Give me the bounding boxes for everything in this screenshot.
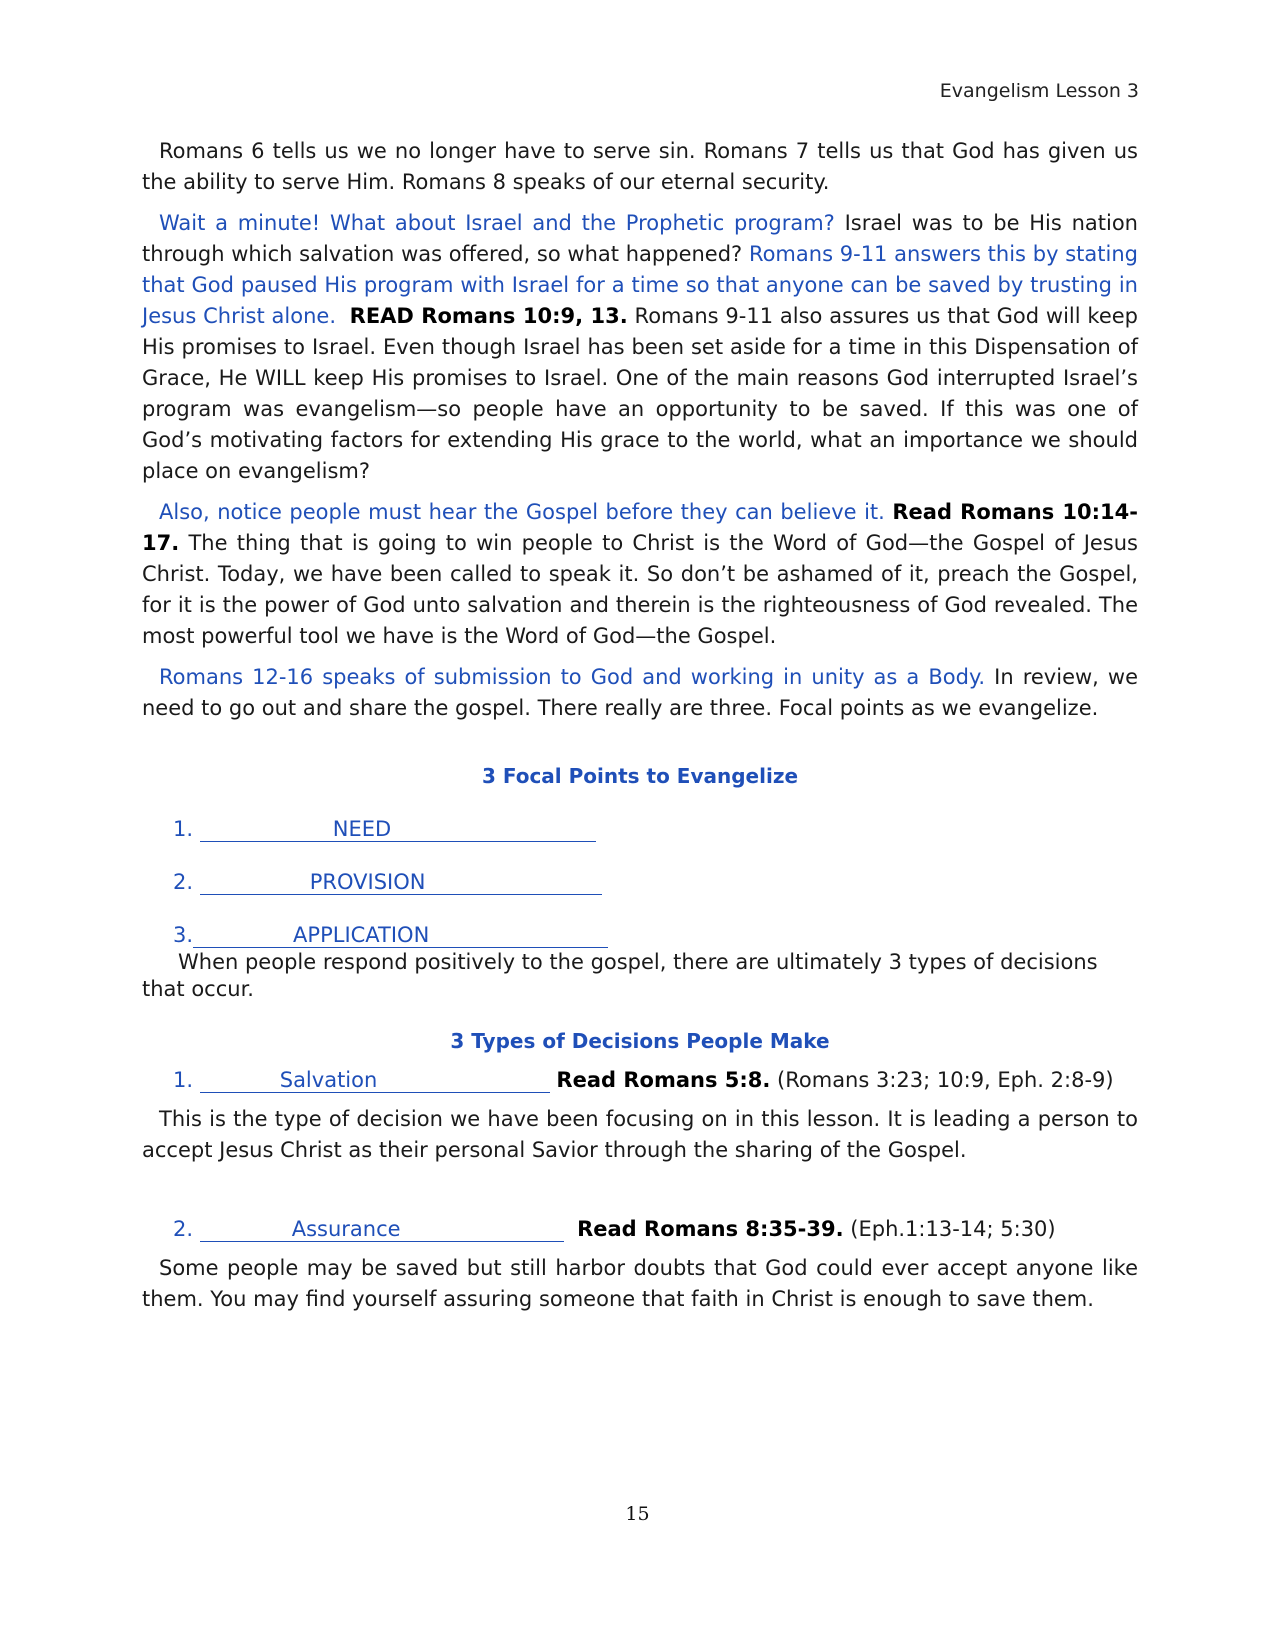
- decisions-heading: 3 Types of Decisions People Make: [450, 1029, 830, 1053]
- answer-text: APPLICATION: [293, 923, 430, 947]
- answer-text: Assurance: [291, 1217, 401, 1241]
- body-text: Romans 9-11 also assures us that God will keep His promises to Israel. Even though Israel has been set aside for a time in this Dispensation of Grace, He WILL keep His promises to Israel. One of the main reasons God interrupted Israel’s program was evangelism—so people have an opportunity to be saved. If this was one of God’s motivating factors for extending His grace to the world, what an importance we should place on evangelism?: [142, 304, 1138, 483]
- blue-text: Also, notice people must hear the Gospel before they can believe it.: [159, 500, 885, 524]
- lesson-body: [142, 136, 1138, 1315]
- cross-references: (Romans 3:23; 10:9, Eph. 2:8-9): [777, 1068, 1114, 1092]
- scripture-reference: Read Romans 8:35-39.: [577, 1217, 844, 1241]
- fill-blank-answer: [200, 870, 602, 895]
- page-header-title: Evangelism Lesson 3: [939, 80, 1139, 102]
- focal-point-item: [142, 868, 1138, 896]
- blue-text: Romans 12-16 speaks of submission to God and working in unity as a Body.: [159, 665, 986, 689]
- paragraph-assurance-desc: Some people may be saved but still harbor doubts that God could ever accept anyone like them. You may find yourself assuring someone that faith in Christ is enough to save them.: [142, 1256, 1138, 1311]
- blue-text: Romans 9-11 answers this by stating that God paused His program with Israel for a time so that anyone can be saved by trusting in Jesus Christ alone.: [142, 242, 1138, 328]
- blue-text: Wait a minute! What about Israel and the Prophetic program?: [159, 211, 835, 235]
- fill-blank-answer: [193, 923, 608, 948]
- fill-blank-answer: [200, 1217, 564, 1242]
- item-number: 3.: [173, 923, 194, 947]
- answer-text: PROVISION: [309, 870, 426, 894]
- fill-blank-answer: [200, 817, 596, 842]
- decision-item: [142, 1215, 1138, 1243]
- paragraph-israel: [142, 208, 1138, 487]
- paragraph-hear-gospel: [142, 497, 1138, 652]
- cross-references: (Eph.1:13-14; 5:30): [850, 1217, 1056, 1241]
- answer-text: NEED: [332, 817, 392, 841]
- paragraph-romans-6-8: Romans 6 tells us we no longer have to serve sin. Romans 7 tells us that God has given us the ability to serve Him. Romans 8 speaks of our eternal security.: [142, 139, 1138, 194]
- paragraph-decisions-intro: When people respond positively to the gospel, there are ultimately 3 types of decisions that occur.: [142, 950, 1098, 1001]
- body-text: In review, we need to go out and share the gospel. There really are three. Focal points as we evangelize.: [142, 665, 1138, 720]
- scripture-reference: Read Romans 5:8.: [556, 1068, 771, 1092]
- item-number: 1.: [173, 817, 194, 841]
- item-number: 2.: [173, 1217, 194, 1241]
- decision-item: [142, 1066, 1138, 1094]
- paragraph-romans-12-16: [142, 662, 1138, 724]
- page-number: 15: [625, 1503, 650, 1525]
- scripture-reference: Read Romans 10:14-17.: [142, 500, 1138, 555]
- fill-blank-answer: [200, 1068, 550, 1093]
- focal-point-item: [142, 815, 1138, 843]
- scripture-reference: READ Romans 10:9, 13.: [349, 304, 628, 328]
- body-text: The thing that is going to win people to Christ is the Word of God—the Gospel of Jesus Christ. Today, we have been called to speak it. So don’t be ashamed of it, preach the Gospel, for it is the power of God unto salvation and therein is the righteousness of God revealed. The most powerful tool we have is the Word of God—the Gospel.: [142, 531, 1138, 648]
- focal-points-heading: 3 Focal Points to Evangelize: [481, 764, 799, 788]
- paragraph-salvation-desc: This is the type of decision we have been focusing on in this lesson. It is leading a person to accept Jesus Christ as their personal Savior through the sharing of the Gospel.: [142, 1107, 1138, 1162]
- item-number: 2.: [173, 870, 194, 894]
- item-number: 1.: [173, 1068, 194, 1092]
- answer-text: Salvation: [279, 1068, 378, 1092]
- body-text: Israel was to be His nation through which salvation was offered, so what happened?: [142, 211, 1138, 266]
- focal-point-item: [142, 921, 1138, 949]
